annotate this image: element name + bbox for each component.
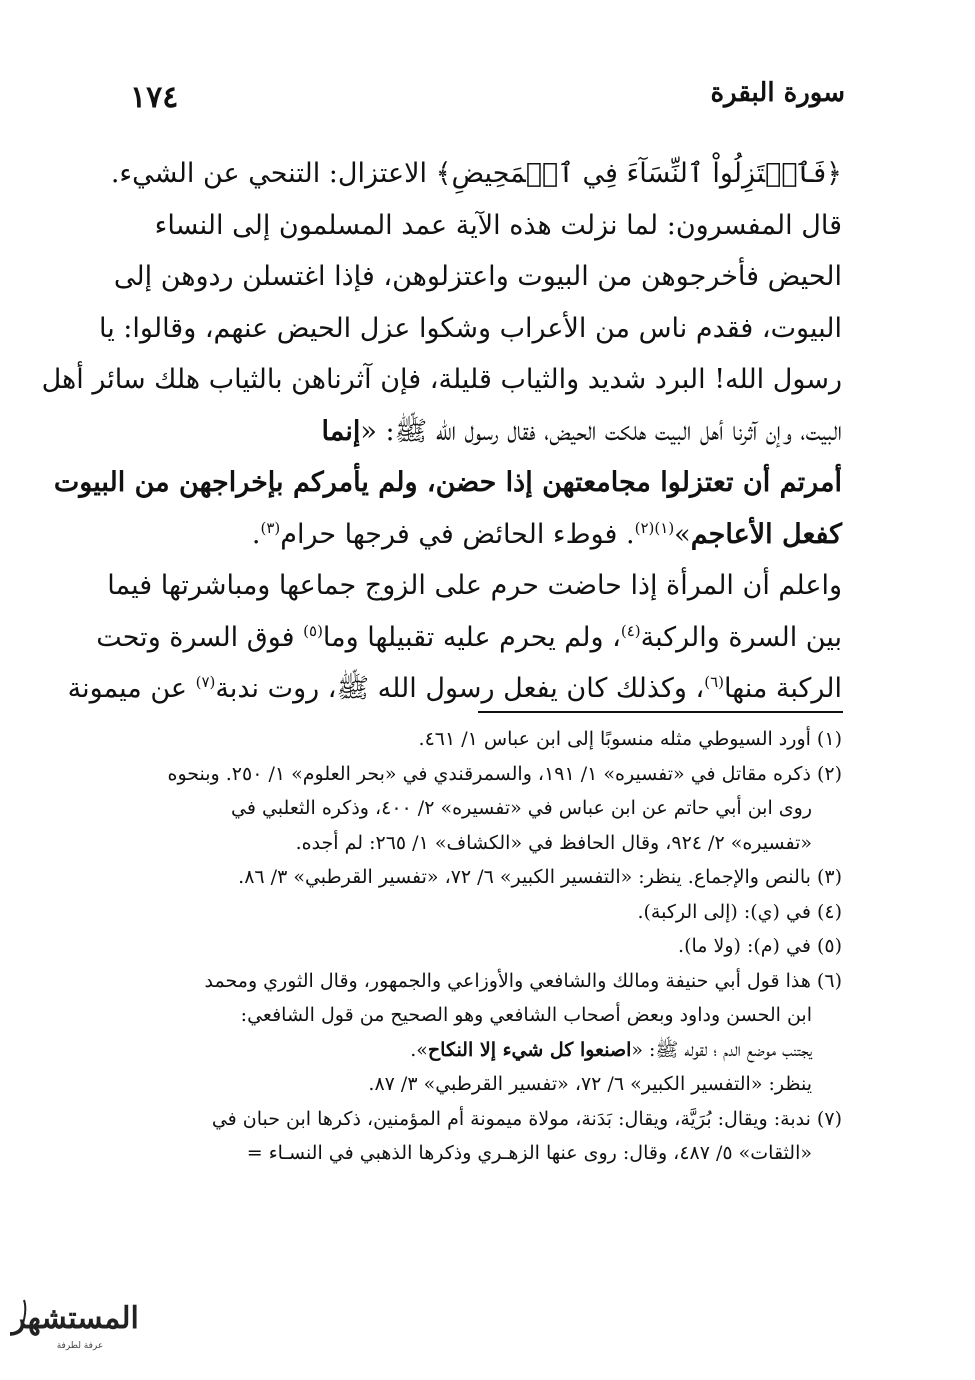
footnote: (٥) في (م): (ولا ما).	[678, 935, 842, 957]
text-line	[96, 612, 842, 664]
text-segment: . فوطء الحائض في فرجها حرام	[280, 518, 635, 550]
text-line: رسول الله! البرد شديد والثياب قليلة، فإن آثرناهن بالثياب هلك سائر أهل	[41, 364, 842, 395]
text-line: الحيض فأخرجوهن من البيوت واعتزلوهن، فإذا اغتسلن ردوهن إلى	[113, 261, 842, 292]
footnote-continuation: روى ابن أبي حاتم عن ابن عباس في «تفسيره» ٢/ ٤٠٠، وذكره الثعلبي في	[231, 797, 812, 819]
footnote: (٦) هذا قول أبي حنيفة ومالك والشافعي والأوزاعي والجمهور، وقال الثوري ومحمد	[204, 969, 842, 992]
text-line: ﴿فَٱعۡتَزِلُواْ ٱلنِّسَآءَ فِي ٱلۡمَحِيضِ﴾ الاعتزال: التنحي عن الشيء.	[110, 158, 842, 189]
footnote-ref[interactable]: (٥)	[303, 621, 323, 640]
footnote-separator	[478, 711, 843, 713]
footnotes	[130, 722, 842, 1171]
footnote-ref[interactable]: (١)	[654, 518, 675, 537]
footnote: (٢) ذكره مقاتل في «تفسيره» ١/ ١٩١، والسمرقندي في «بحر العلوم» ١/ ٢٥٠. وبنحوه	[167, 762, 842, 785]
footnote-continuation: ينظر: «التفسير الكبير» ٦/ ٧٢، «تفسير القرطبي» ٣/ ٨٧.	[368, 1073, 812, 1095]
text-line: واعلم أن المرأة إذا حاضت حرم على الزوج جماعها ومباشرتها فيما	[107, 570, 842, 601]
text-segment: ، ولم يحرم عليه تقبيلها وما	[322, 621, 621, 653]
text-segment: ، وكذلك كان يفعل رسول الله ﷺ، روت ندبة	[215, 673, 705, 704]
main-text	[41, 148, 842, 715]
footnote-continuation: ابن الحسن وداود وبعض أصحاب الشافعي وهو الصحيح من قول الشافعي:	[240, 1004, 812, 1026]
footnote-ref[interactable]: (٣)	[260, 518, 281, 537]
footnote-ref[interactable]: (٧)	[195, 673, 216, 691]
footnote-continuation: «الثقات» ٥/ ٤٨٧، وقال: روى عنها الزهـري وذكرها الذهبي في النسـاء =	[246, 1142, 812, 1164]
footnote-ref[interactable]: (٤)	[620, 621, 641, 640]
footnote: (٧) ندبة: ويقال: بُرَيَّة، ويقال: بَدَنة، مولاة ميمونة أم المؤمنين، ذكرها ابن حبان في	[211, 1107, 842, 1130]
text-segment: الركبة منها	[724, 673, 842, 704]
footnote: (٤) في (ي): (إلى الركبة).	[637, 900, 842, 923]
text-segment: فوق السرة وتحت	[96, 621, 304, 653]
footnote: (١) أورد السيوطي مثله منسوبًا إلى ابن عباس ١/ ٤٦١.	[418, 728, 842, 750]
footnote-ref[interactable]: (٦)	[704, 673, 725, 691]
text-segment: يجتنب موضع الدم ؛ لقوله ﷺ: «	[631, 1038, 812, 1061]
footnote-ref[interactable]: (٢)	[634, 518, 655, 537]
text-segment: ».	[410, 1038, 428, 1061]
footnote-continuation: «تفسيره» ٢/ ٩٢٤، وقال الحافظ في «الكشاف» ١/ ٢٦٥: لم أجده.	[295, 831, 812, 854]
text-segment: »	[674, 518, 691, 550]
text-line	[130, 406, 842, 458]
page-header	[130, 70, 845, 130]
hadith-text: إنما	[321, 415, 361, 447]
text-line	[130, 509, 842, 561]
text-line	[67, 663, 842, 715]
footnote-continuation	[130, 1033, 842, 1068]
text-segment: بين السرة والركبة	[640, 621, 842, 653]
text-line: البيوت، فقدم ناس من الأعراب وشكوا عزل الحيض عنهم، وقالوا: يا	[98, 312, 842, 344]
footnote: (٣) بالنص والإجماع. ينظر: «التفسير الكبير» ٦/ ٧٢، «تفسير القرطبي» ٣/ ٨٦.	[238, 866, 842, 888]
page-number: ١٧٤	[130, 80, 179, 115]
hadith-line: أمرتم أن تعتزلوا مجامعتهن إذا حضن، ولم يأمركم بإخراجهن من البيوت	[53, 467, 842, 498]
logo-subtext: عرفة لطرفة	[56, 1341, 104, 1351]
surah-title: سورة البقرة	[710, 78, 845, 108]
text-segment: .	[251, 518, 261, 550]
publisher-logo	[10, 1282, 140, 1360]
text-segment: البيت، وإن آثرنا أهل البيت هلكت الحيض، فقال رسول الله ﷺ: «	[360, 415, 842, 447]
hadith-text: كفعل الأعاجم	[690, 518, 842, 550]
logo-text: المستشهر	[11, 1301, 139, 1336]
hadith-text: اصنعوا كل شيء إلا النكاح	[427, 1038, 632, 1061]
text-line: قال المفسرون: لما نزلت هذه الآية عمد المسلمون إلى النساء	[154, 209, 842, 241]
text-segment: عن ميمونة	[67, 673, 196, 704]
